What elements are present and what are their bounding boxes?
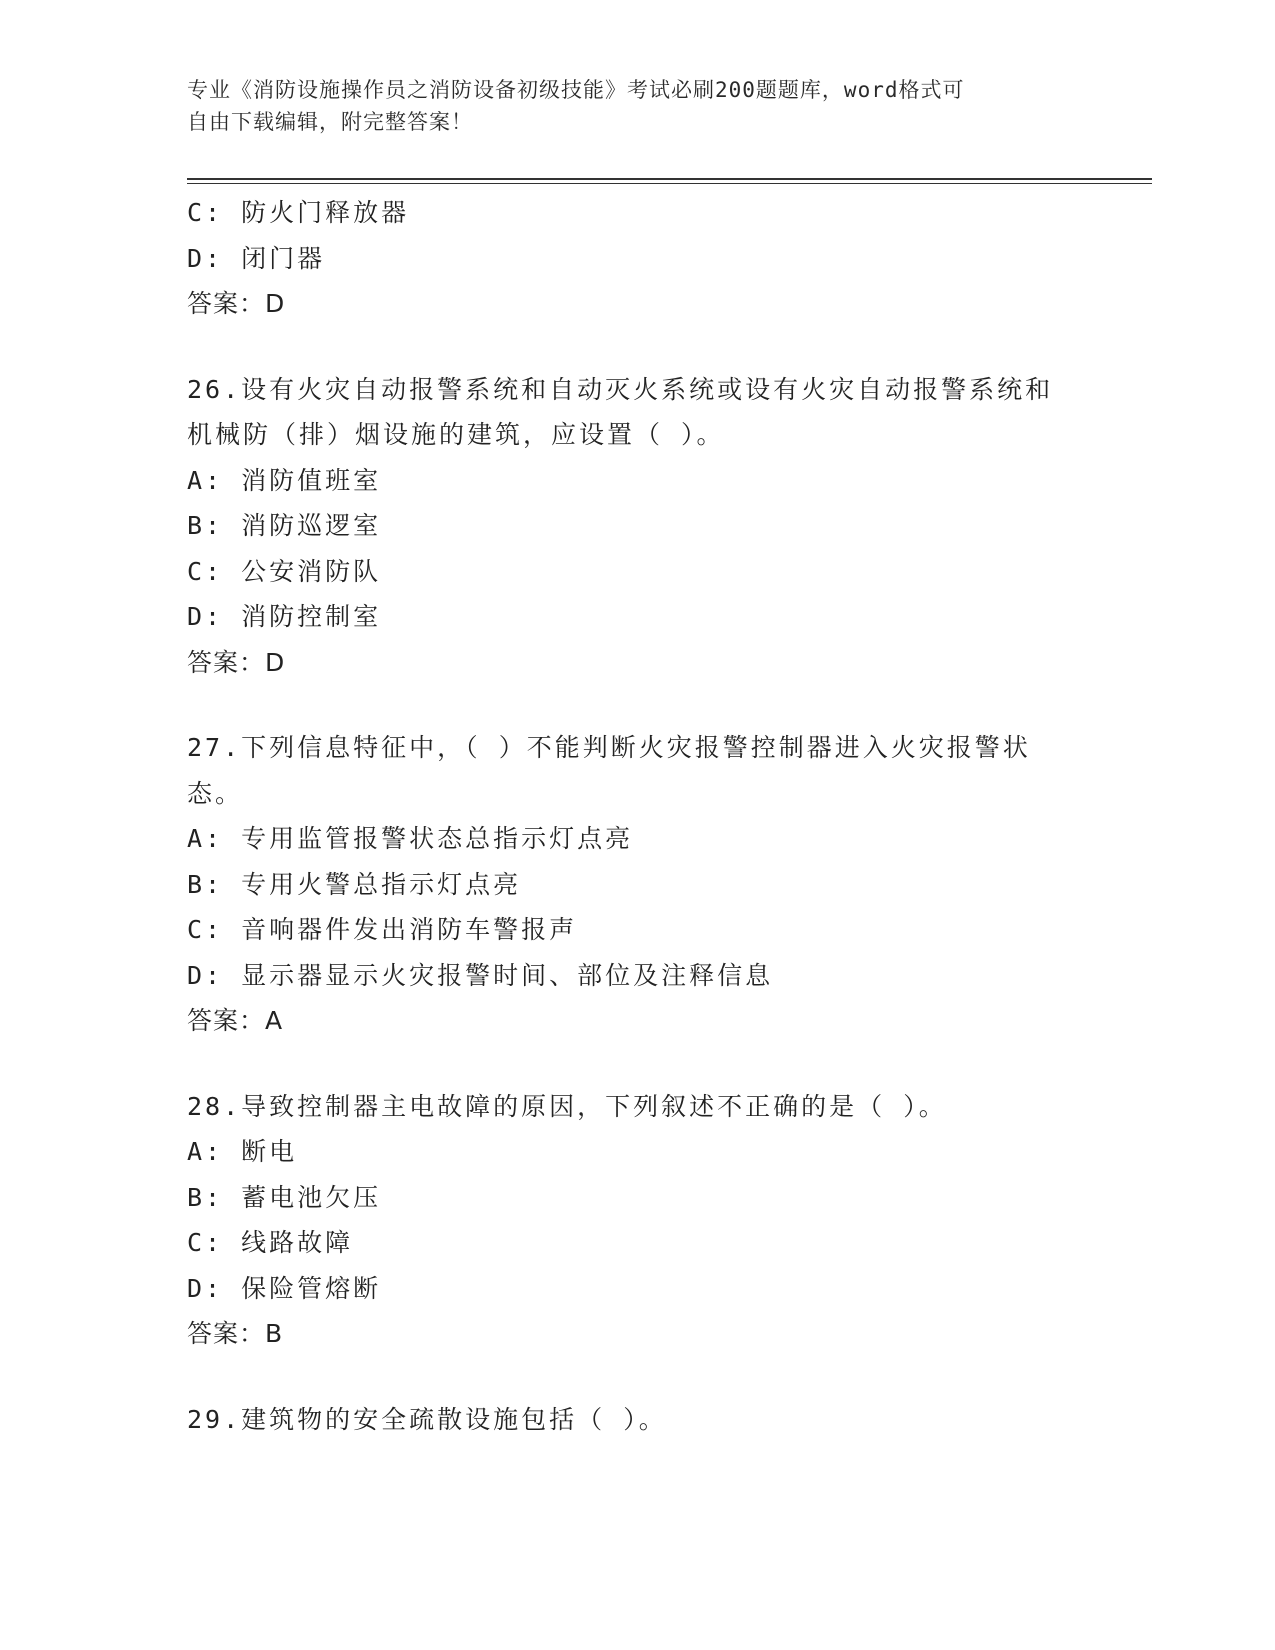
option-a: A: 断电: [187, 1137, 298, 1166]
question-28: [187, 1084, 1087, 1357]
option-a: A: 专用监管报警状态总指示灯点亮: [187, 824, 634, 853]
option-a: A: 消防值班室: [187, 465, 382, 495]
page-header: [187, 74, 1067, 138]
question-27: [187, 725, 1087, 1044]
question-29: [187, 1397, 1087, 1443]
option-b: B: 消防巡逻室: [187, 511, 382, 540]
option-c: C: 音响器件发出消防车警报声: [187, 915, 578, 944]
header-divider-thick: [187, 178, 1152, 180]
previous-question-tail: [187, 190, 1087, 327]
answer-line: 答案：D: [187, 647, 286, 677]
header-divider-thin: [187, 183, 1152, 184]
option-c: C: 公安消防队: [187, 556, 382, 586]
option-b: B: 专用火警总指示灯点亮: [187, 869, 522, 899]
question-stem-line-1: 27.下列信息特征中，（ ）不能判断火灾报警控制器进入火灾报警状: [187, 733, 1031, 762]
option-d: D: 显示器显示火灾报警时间、部位及注释信息: [187, 960, 774, 990]
question-stem-line-2: 机械防（排）烟设施的建筑，应设置（ ）。: [187, 420, 725, 449]
option-d: D: 消防控制室: [187, 602, 382, 631]
question-stem-line-2: 态。: [187, 778, 244, 808]
question-stem-line-1: 28.导致控制器主电故障的原因，下列叙述不正确的是（ ）。: [187, 1091, 947, 1121]
header-line-1: 专业《消防设施操作员之消防设备初级技能》考试必刷200题题库，word格式可: [187, 78, 965, 102]
option-c: C: 防火门释放器: [187, 198, 410, 227]
question-26: [187, 367, 1087, 686]
question-stem-line-1: 29.建筑物的安全疏散设施包括（ ）。: [187, 1404, 667, 1434]
option-d: D: 闭门器: [187, 243, 326, 273]
answer-line: 答案：D: [187, 289, 286, 318]
option-d: D: 保险管熔断: [187, 1273, 382, 1303]
question-content: [187, 190, 1087, 1442]
answer-line: 答案：B: [187, 1319, 284, 1348]
question-stem-line-1: 26.设有火灾自动报警系统和自动灭火系统或设有火灾自动报警系统和: [187, 374, 1054, 404]
header-line-2: 自由下载编辑，附完整答案！: [187, 110, 473, 134]
option-c: C: 线路故障: [187, 1228, 354, 1257]
answer-line: 答案：A: [187, 1006, 284, 1035]
option-b: B: 蓄电池欠压: [187, 1182, 382, 1212]
